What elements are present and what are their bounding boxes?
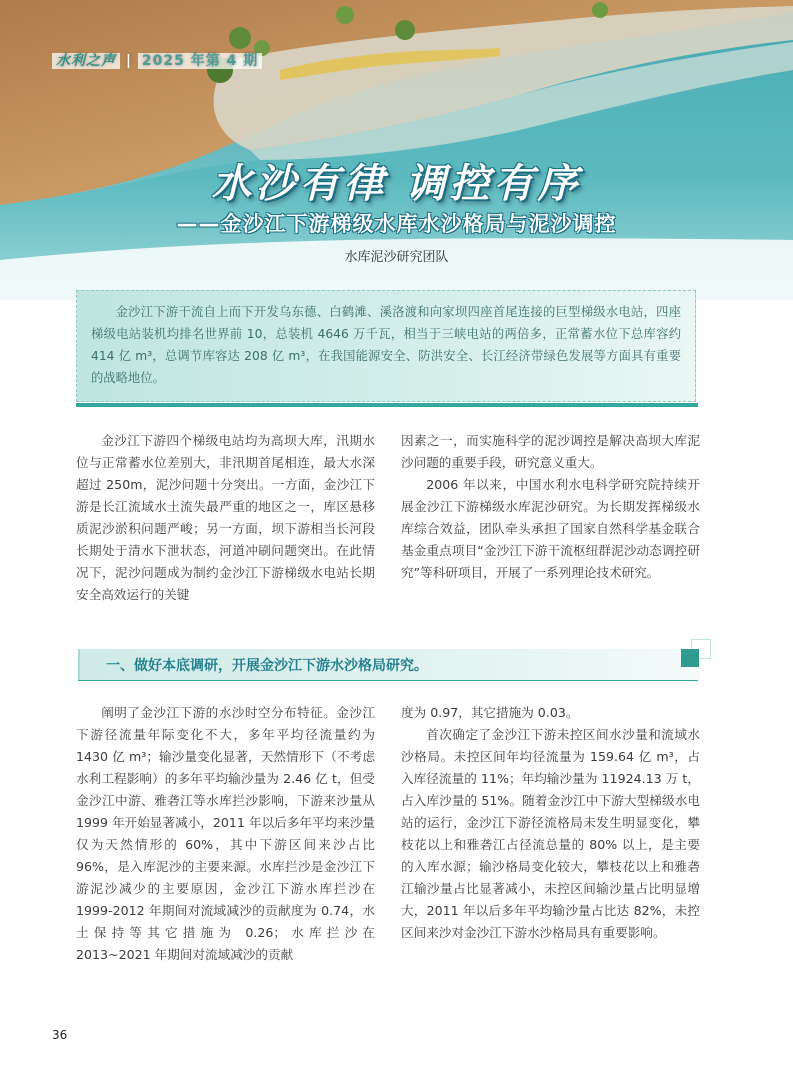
page-number: 36 <box>52 1028 68 1042</box>
decorative-square <box>681 649 699 667</box>
section1-column-left <box>76 702 375 966</box>
article-author: 水库泥沙研究团队 <box>344 250 449 265</box>
abstract-box: 金沙江下游干流自上而下开发乌东德、白鹤滩、溪洛渡和向家坝四座首尾连接的巨型梯级水电站，四座梯级电站装机均排名世界前 10，总装机 4646 万千瓦，相当于三峡电站的两倍多，正常蓄水位下总库容约 414 亿 m³，总调节库容达 208 亿 m³，在我国能源安全、防洪安全、长江经济带绿色发展等方面具有重要的战略地位。 <box>76 290 696 402</box>
section-heading-box <box>78 649 700 681</box>
section1-column-right <box>401 702 700 944</box>
magazine-name: 水利之声 <box>52 53 120 69</box>
paragraph: 阐明了金沙江下游的水沙时空分布特征。金沙江下游径流量年际变化不大，多年平均径流量约为 1430 亿 m³；输沙量变化显著，天然情形下（不考虑水利工程影响）的多年平均输沙量为 2.46 亿 t，但受金沙江中游、雅砻江等水库拦沙影响，下游来沙量从 1999 年开始显著减小，2011 年以后多年平均来沙量仅为天然情形的 60%，其中下游区间来沙占比 96%，是入库泥沙的主要来源。水库拦沙是金沙江下游泥沙减少的主要原因，金沙江下游水库拦沙在 1999-2012 年期间对流域减沙的贡献度为 0.74，水土保持等其它措施为 0.26；水库拦沙在 2013~2021 年期间对流域减沙的贡献 <box>76 705 375 962</box>
running-head-separator: | <box>125 53 132 69</box>
paragraph: 因素之一，而实施科学的泥沙调控是解决高坝大库泥沙问题的重要手段，研究意义重大。 <box>401 433 700 470</box>
paragraph: 2006 年以来，中国水利水电科学研究院持续开展金沙江下游梯级水库泥沙研究。为长期发挥梯级水库综合效益，团队牵头承担了国家自然科学基金联合基金重点项目“金沙江下游干流枢纽群泥沙动态调控研究”等科研项目，开展了一系列理论技术研究。 <box>401 477 700 580</box>
paragraph: 金沙江下游四个梯级电站均为高坝大库，汛期水位与正常蓄水位差别大，非汛期首尾相连，最大水深超过 250m，泥沙问题十分突出。一方面，金沙江下游是长江流域水土流失最严重的地区之一，库区悬移质泥沙淤积问题严峻；另一方面，坝下游相当长河段长期处于清水下泄状态，河道冲刷问题突出。在此情况下，泥沙问题成为制约金沙江下游梯级水电站长期安全高效运行的关键 <box>76 433 375 602</box>
article-title: 水沙有律 调控有序 <box>211 161 582 207</box>
section-heading: 一、做好本底调研，开展金沙江下游水沙格局研究。 <box>106 658 428 674</box>
abstract-underline <box>76 403 698 407</box>
section-underline <box>78 680 698 681</box>
paragraph: 度为 0.97，其它措施为 0.03。 <box>401 705 579 720</box>
intro-column-left <box>76 430 375 606</box>
issue-number: 2025 年第 4 期 <box>138 53 262 69</box>
hero-photo <box>0 0 793 300</box>
running-head <box>52 50 262 70</box>
article-subtitle: ——金沙江下游梯级水库水沙格局与泥沙调控 <box>176 212 617 236</box>
paragraph: 首次确定了金沙江下游未控区间水沙量和流域水沙格局。未控区间年均径流量为 159.64 亿 m³，占入库径流量的 11%；年均输沙量为 11924.13 万 t，占入库沙量的 51%。随着金沙江中下游大型梯级水电站的运行，金沙江下游径流格局未发生明显变化，攀枝花以上和雅砻江占径流总量的 80% 以上，是主要的入库水源；输沙格局变化较大，攀枝花以上和雅砻江输沙量占比显著减小，未控区间输沙量占比明显增大，2011 年以后多年平均输沙量占比达 82%，未控区间来沙对金沙江下游水沙格局具有重要影响。 <box>401 727 700 940</box>
intro-column-right <box>401 430 700 584</box>
